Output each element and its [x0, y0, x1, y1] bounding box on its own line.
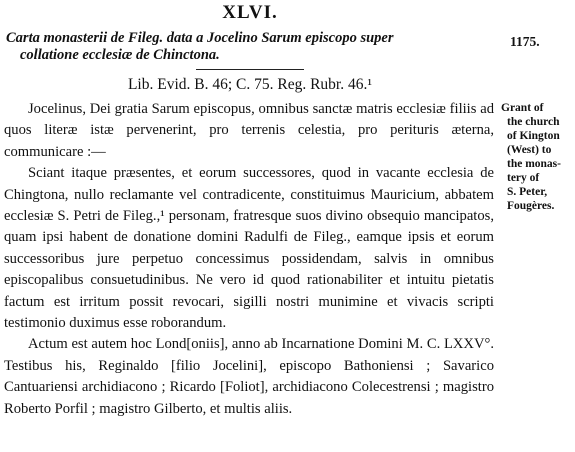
source-references: Lib. Evid. B. 46; C. 75. Reg. Rubr. 46.¹ — [127, 76, 373, 93]
title-line-2: collatione ecclesiæ de Chinctona. — [20, 47, 220, 63]
title-rule — [196, 69, 304, 70]
marginal-note-line: Grant of — [501, 102, 544, 114]
marginal-note-line: S. Peter, — [507, 186, 548, 198]
marginal-note-line: Fougères. — [507, 200, 555, 212]
charter-title — [6, 30, 498, 64]
paragraph-salutation: Jocelinus, Dei gratia Sarum episcopus, omnibus sanctæ matris ecclesiæ filiis ad quos literæ istæ pervenerint, pro terrenis celestia, pro perituris æterna, communicare :— — [4, 101, 494, 160]
marginal-note-line: tery of — [507, 172, 540, 184]
charter-number: XLVI. — [222, 2, 278, 23]
title-line-1: Carta monasterii de Fileg. data a Jocelino Sarum episcopo super — [6, 30, 394, 46]
charter-year: 1175. — [510, 34, 540, 49]
marginal-note-line: (West) to — [507, 144, 552, 156]
marginal-note-line: the church — [507, 116, 560, 128]
paragraph-witnesses: Actum est autem hoc Lond[oniis], anno ab Incarnatione Domini M. C. LXXV°. Testibus his, Reginaldo [filio Jocelini], episcopo Bathoniensi ; Savarico Cantuariensi archidiacono ; Ricardo [Foliot], archidiacono Colecestrensi ; magistro Roberto Porfil ; magistro Gilberto, et multis aliis. — [4, 336, 494, 417]
charter-text — [4, 99, 494, 420]
paragraph-grant: Sciant itaque præsentes, et eorum successores, quod in vacante ecclesia de Chingtona, nullo reclamante vel contradicente, constituimus Mauricium, abbatem ecclesiæ S. Petri de Fileg.,¹ personam, fratresque suos divino obsequio mancipatos, quam ipsi habent de donatione domini Radulfi de Fileg., eamque ipsis et eorum successoribus jure perpetuo concessimus possidendam, salvis in omnibus episcopalibus consuetudinibus. Ne vero id quod rationabiliter et intuitu pietatis factum est irritum possit revocari, sigilli nostri munimine et vivacis scripti testimonio duximus esse roborandum. — [4, 165, 494, 332]
marginal-note-line: of Kington — [507, 130, 560, 142]
marginal-note — [501, 101, 573, 213]
marginal-note-line: the monas- — [507, 158, 561, 170]
